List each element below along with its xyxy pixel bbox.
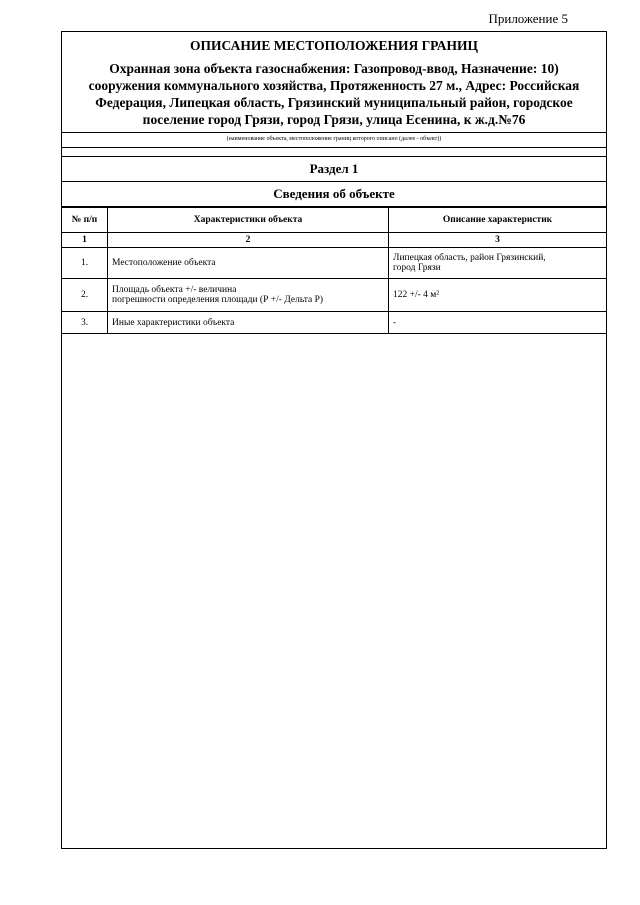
- row-characteristic: [108, 248, 389, 279]
- description-line: -: [393, 317, 397, 328]
- column-header-characteristic: Характеристики объекта: [108, 208, 389, 233]
- row-number: 1.: [62, 248, 108, 279]
- description-line: 122 +/- 4 м²: [393, 290, 440, 300]
- document-header: [62, 32, 606, 133]
- spacer-row: [62, 148, 606, 157]
- document-frame: [61, 31, 607, 849]
- row-number: 2.: [62, 279, 108, 312]
- table-numbering-row: [62, 233, 606, 248]
- description-line: Липецкая область, район Грязинский,: [393, 253, 546, 263]
- table-row: [62, 248, 606, 279]
- table-row: [62, 279, 606, 312]
- column-number: 2: [108, 233, 389, 248]
- column-header-description: Описание характеристик: [389, 208, 607, 233]
- object-description-line: Федерация, Липецкая область, Грязинский муниципальный район, городское: [95, 95, 573, 110]
- characteristic-line: Площадь объекта +/- величина: [112, 285, 237, 295]
- row-characteristic: [108, 312, 389, 334]
- section-title: Раздел 1: [62, 157, 606, 182]
- section-subtitle: Сведения об объекте: [62, 182, 606, 207]
- characteristic-line: Местоположение объекта: [112, 258, 216, 268]
- characteristic-line: погрешности определения площади (Р +/- Дельта Р): [112, 295, 324, 305]
- object-description: [70, 60, 598, 128]
- table-header-row: [62, 208, 606, 233]
- column-number: 3: [389, 233, 607, 248]
- header-caption: (наименование объекта, местоположение границ которого описано (далее - объект)): [62, 133, 606, 148]
- object-info-table: [62, 207, 606, 334]
- characteristic-line: Иные характеристики объекта: [112, 317, 235, 328]
- row-characteristic: [108, 279, 389, 312]
- row-description: [389, 248, 607, 279]
- row-description: [389, 279, 607, 312]
- object-description-line: Охранная зона объекта газоснабжения: Газопровод-ввод, Назначение: 10): [109, 61, 559, 76]
- column-number: 1: [62, 233, 108, 248]
- document-title: ОПИСАНИЕ МЕСТОПОЛОЖЕНИЯ ГРАНИЦ: [190, 38, 478, 53]
- row-description: [389, 312, 607, 334]
- row-number: 3.: [62, 312, 108, 334]
- object-description-line: сооружения коммунального хозяйства, Протяженность 27 м., Адрес: Российская: [88, 78, 580, 93]
- appendix-label: Приложение 5: [488, 11, 568, 26]
- column-header-number: № п/п: [62, 208, 108, 233]
- description-line: город Грязи: [393, 263, 441, 273]
- object-description-line: поселение город Грязи, город Грязи, улица Есенина, к ж.д.№76: [142, 112, 526, 127]
- table-row: [62, 312, 606, 334]
